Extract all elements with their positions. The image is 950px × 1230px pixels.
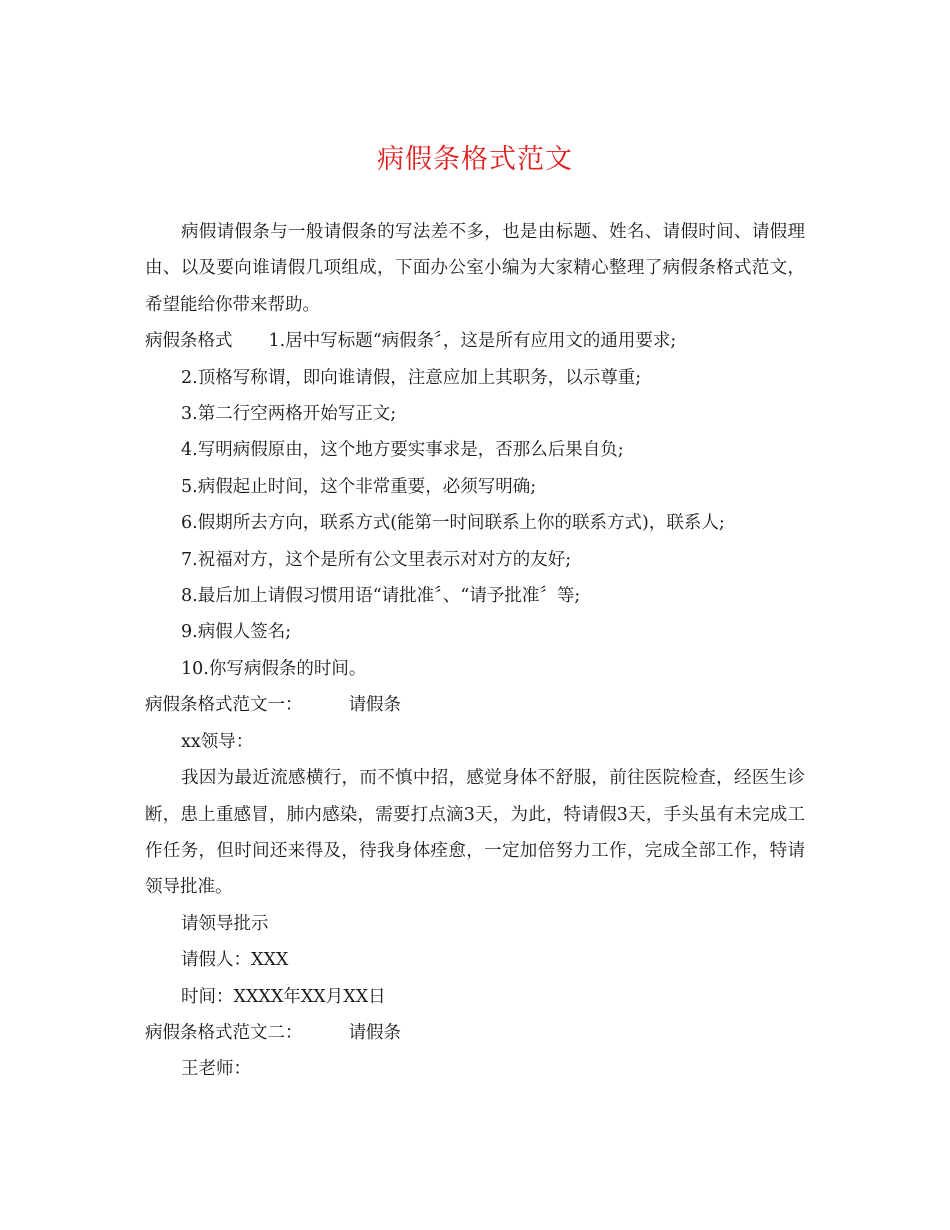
- sample-one-closing: 请领导批示: [181, 913, 269, 934]
- sample-one-body: 我因为最近流感横行，而不慎中招，感觉身体不舒服，前往医院检查，经医生诊断，患上重感冒，肺内感染，需要打点滴3天，为此，特请假3天，手头虽有未完成工作任务，但时间还来得及，待我身体痊愈，一定加倍努力工作，完成全部工作，特请领导批准。: [145, 768, 805, 898]
- sample-one-date: 时间：XXXX年XX月XX日: [181, 986, 386, 1007]
- format-item: 6.假期所去方向，联系方式(能第一时间联系上你的联系方式)，联系人;: [181, 513, 725, 534]
- format-item: 8.最后加上请假习惯用语“请批准〞、“请予批准〞等;: [181, 586, 581, 607]
- format-item: 1.居中写标题“病假条〞，这是所有应用文的通用要求;: [268, 331, 677, 352]
- format-item: 10.你写病假条的时间。: [181, 658, 367, 679]
- intro-paragraph: 病假请假条与一般请假条的写法差不多，也是由标题、姓名、请假时间、请假理由、以及要向谁请假几项组成，下面办公室小编为大家精心整理了病假条格式范文，希望能给你带来帮助。: [145, 222, 805, 315]
- format-item: 7.祝福对方，这个是所有公文里表示对对方的友好;: [181, 549, 572, 570]
- document-body: [145, 214, 805, 1088]
- sample-one-note-title: 请假条: [348, 695, 401, 716]
- sample-two-heading-line: [145, 1015, 805, 1051]
- format-heading: 病假条格式: [145, 331, 233, 352]
- sample-one-applicant: 请假人：XXX: [181, 950, 289, 971]
- format-item: 9.病假人签名;: [181, 622, 292, 643]
- sample-two-note-title: 请假条: [348, 1022, 401, 1043]
- format-item: 5.病假起止时间，这个非常重要，必须写明确;: [181, 476, 537, 497]
- sample-two-salutation: 王老师：: [181, 1059, 251, 1080]
- sample-one-heading-line: [145, 687, 805, 723]
- format-list-first-line: [145, 323, 805, 359]
- sample-one-salutation: xx领导：: [181, 731, 254, 752]
- format-item: 4.写明病假原由，这个地方要实事求是，否那么后果自负;: [181, 440, 624, 461]
- document-title: 病假条格式范文: [377, 144, 573, 175]
- format-item: 2.顶格写称谓，即向谁请假，注意应加上其职务，以示尊重;: [181, 367, 642, 388]
- sample-one-heading: 病假条格式范文一：: [145, 695, 303, 716]
- sample-two-heading: 病假条格式范文二：: [145, 1022, 303, 1043]
- format-item: 3.第二行空两格开始写正文;: [181, 404, 397, 425]
